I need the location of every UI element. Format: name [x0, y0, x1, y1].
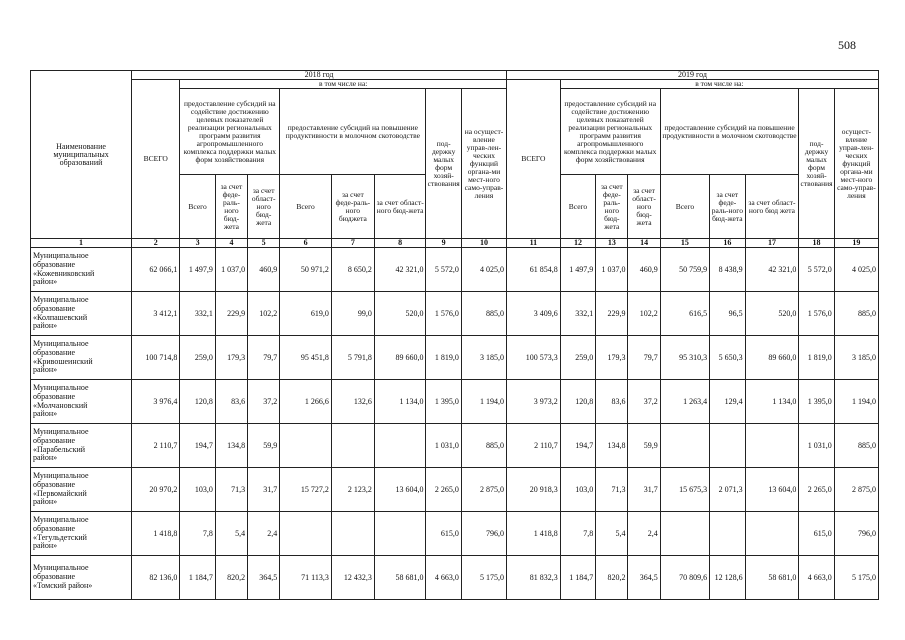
value-cell: 1 194,0 — [461, 380, 506, 424]
municipality-name — [31, 512, 132, 556]
value-cell — [745, 424, 799, 468]
header-milk-2018: предоставление субсидий на повышение продуктивности в молочном скотоводстве — [280, 89, 426, 175]
column-number: 16 — [710, 239, 745, 248]
value-cell: 61 854,8 — [507, 248, 561, 292]
value-cell: 5,4 — [215, 512, 247, 556]
value-cell: 820,2 — [215, 556, 247, 600]
value-cell: 96,5 — [710, 292, 745, 336]
value-cell: 3 976,4 — [132, 380, 180, 424]
table-body — [31, 239, 879, 600]
value-cell: 62 066,1 — [132, 248, 180, 292]
value-cell: 8 438,9 — [710, 248, 745, 292]
value-cell: 179,3 — [215, 336, 247, 380]
municipality-name-line: район» — [33, 497, 58, 507]
header-milk-regional-2018: за счет област-ного бюд-жета — [374, 175, 426, 239]
header-small-forms-2018: под-держку малых форм хозяй-ствования — [426, 89, 461, 239]
value-cell: 50 759,9 — [660, 248, 709, 292]
value-cell: 37,2 — [628, 380, 660, 424]
value-cell: 2 071,3 — [710, 468, 745, 512]
value-cell: 885,0 — [834, 292, 878, 336]
column-number: 15 — [660, 239, 709, 248]
value-cell: 1 576,0 — [426, 292, 461, 336]
header-admin-2018: на осущест-вление управ-лен-ческих функций органа-ми мест-ного само-управ-ления — [461, 89, 506, 239]
column-number: 9 — [426, 239, 461, 248]
value-cell: 194,7 — [180, 424, 215, 468]
value-cell: 460,9 — [628, 248, 660, 292]
value-cell: 2,4 — [628, 512, 660, 556]
header-including-2018: в том числе на: — [180, 80, 507, 89]
column-number: 17 — [745, 239, 799, 248]
value-cell: 179,3 — [596, 336, 628, 380]
value-cell: 95 310,3 — [660, 336, 709, 380]
value-cell: 71 113,3 — [280, 556, 332, 600]
value-cell: 1 031,0 — [799, 424, 834, 468]
value-cell — [745, 512, 799, 556]
value-cell — [280, 512, 332, 556]
column-number: 8 — [374, 239, 426, 248]
header-agro-regional-2019: за счет област-ного бюд-жета — [628, 175, 660, 239]
value-cell: 259,0 — [180, 336, 215, 380]
column-number: 2 — [132, 239, 180, 248]
table-row — [31, 512, 879, 556]
column-number: 5 — [248, 239, 280, 248]
value-cell: 520,0 — [745, 292, 799, 336]
value-cell: 4 025,0 — [834, 248, 878, 292]
municipality-name-line: Муниципальное — [33, 338, 89, 348]
value-cell: 82 136,0 — [132, 556, 180, 600]
value-cell: 89 660,0 — [374, 336, 426, 380]
header-name-col: Наименование муниципальных образований — [31, 71, 132, 239]
municipality-name-line: район» — [33, 453, 58, 463]
value-cell — [331, 512, 374, 556]
value-cell: 4 663,0 — [426, 556, 461, 600]
value-cell: 460,9 — [248, 248, 280, 292]
value-cell: 194,7 — [560, 424, 595, 468]
header-total-2019: ВСЕГО — [507, 80, 561, 239]
header-agro-regional-2018: за счет област-ного бюд-жета — [248, 175, 280, 239]
column-number: 3 — [180, 239, 215, 248]
value-cell: 70 809,6 — [660, 556, 709, 600]
column-number: 19 — [834, 239, 878, 248]
table-row — [31, 292, 879, 336]
municipality-name-line: Муниципальное — [33, 514, 89, 524]
value-cell: 332,1 — [560, 292, 595, 336]
header-total-2018: ВСЕГО — [132, 80, 180, 239]
value-cell: 332,1 — [180, 292, 215, 336]
value-cell — [374, 424, 426, 468]
value-cell — [710, 424, 745, 468]
value-cell — [374, 512, 426, 556]
value-cell: 12 128,6 — [710, 556, 745, 600]
value-cell: 71,3 — [596, 468, 628, 512]
header-including-2019: в том числе на: — [560, 80, 878, 89]
column-number: 13 — [596, 239, 628, 248]
value-cell: 1 263,4 — [660, 380, 709, 424]
value-cell: 2 110,7 — [507, 424, 561, 468]
value-cell: 1 037,0 — [215, 248, 247, 292]
table-row — [31, 468, 879, 512]
value-cell: 83,6 — [215, 380, 247, 424]
value-cell: 59,9 — [628, 424, 660, 468]
municipality-name-line: образование — [33, 303, 76, 313]
table-row — [31, 248, 879, 292]
value-cell: 615,0 — [799, 512, 834, 556]
value-cell: 1 819,0 — [426, 336, 461, 380]
value-cell: 7,8 — [180, 512, 215, 556]
column-number: 14 — [628, 239, 660, 248]
value-cell: 1 497,9 — [560, 248, 595, 292]
value-cell: 885,0 — [461, 424, 506, 468]
value-cell: 1 194,0 — [834, 380, 878, 424]
value-cell: 132,6 — [331, 380, 374, 424]
value-cell: 120,8 — [180, 380, 215, 424]
table-row — [31, 336, 879, 380]
value-cell: 885,0 — [834, 424, 878, 468]
municipality-name-line: «Первомайский — [33, 488, 87, 498]
value-cell: 796,0 — [834, 512, 878, 556]
value-cell: 5 650,3 — [710, 336, 745, 380]
value-cell: 3 409,6 — [507, 292, 561, 336]
value-cell: 1 395,0 — [426, 380, 461, 424]
municipality-name-line: «Молчановский — [33, 400, 88, 410]
column-number: 1 — [31, 239, 132, 248]
value-cell: 59,9 — [248, 424, 280, 468]
value-cell: 31,7 — [628, 468, 660, 512]
value-cell: 2 875,0 — [461, 468, 506, 512]
page-number: 508 — [838, 38, 856, 52]
municipality-name — [31, 248, 132, 292]
header-milk-regional-2019: за счет област-ного бюд жета — [745, 175, 799, 239]
value-cell — [660, 512, 709, 556]
header-year-2018: 2018 год — [132, 71, 507, 80]
value-cell: 619,0 — [280, 292, 332, 336]
value-cell — [280, 424, 332, 468]
value-cell: 820,2 — [596, 556, 628, 600]
value-cell: 7,8 — [560, 512, 595, 556]
value-cell: 520,0 — [374, 292, 426, 336]
header-milk-federal-2019: за счет феде-раль-ного бюд-жета — [710, 175, 745, 239]
value-cell: 229,9 — [596, 292, 628, 336]
municipality-name-line: образование — [33, 523, 76, 533]
municipality-name — [31, 336, 132, 380]
column-number: 11 — [507, 239, 561, 248]
value-cell: 5,4 — [596, 512, 628, 556]
value-cell: 31,7 — [248, 468, 280, 512]
municipality-name-line: образование — [33, 347, 76, 357]
municipality-name-line: район» — [33, 541, 58, 551]
municipality-name-line: образование — [33, 479, 76, 489]
value-cell: 3 185,0 — [461, 336, 506, 380]
header-admin-2019: осущест-вление управ-лен-ческих функций органа-ми мест-ного само-управ-ления — [834, 89, 878, 239]
municipality-name-line: район» — [33, 321, 58, 331]
value-cell: 12 432,3 — [331, 556, 374, 600]
value-cell: 50 971,2 — [280, 248, 332, 292]
header-milk-2019: предоставление субсидий на повышение продуктивности в молочном скотоводстве — [660, 89, 799, 175]
value-cell: 1 576,0 — [799, 292, 834, 336]
municipality-name-line: Муниципальное — [33, 426, 89, 436]
value-cell: 102,2 — [628, 292, 660, 336]
municipality-name-line: Муниципальное — [33, 382, 89, 392]
header-agro-federal-2019: за счет феде-раль-ного бюд-жета — [596, 175, 628, 239]
value-cell: 1 134,0 — [374, 380, 426, 424]
municipality-name-line: «Томский район» — [33, 580, 93, 590]
value-cell: 81 832,3 — [507, 556, 561, 600]
municipality-name-line: район» — [33, 409, 58, 419]
value-cell: 71,3 — [215, 468, 247, 512]
municipality-name-line: Муниципальное — [33, 294, 89, 304]
value-cell: 2 265,0 — [426, 468, 461, 512]
value-cell: 83,6 — [596, 380, 628, 424]
value-cell: 1 266,6 — [280, 380, 332, 424]
municipality-name — [31, 556, 132, 600]
value-cell: 13 604,0 — [745, 468, 799, 512]
header-agro-all-2018: Всего — [180, 175, 215, 239]
value-cell: 102,2 — [248, 292, 280, 336]
value-cell: 134,8 — [596, 424, 628, 468]
header-agro-federal-2018: за счет феде-раль-ного бюд-жета — [215, 175, 247, 239]
value-cell: 4 663,0 — [799, 556, 834, 600]
value-cell: 134,8 — [215, 424, 247, 468]
value-cell: 3 973,2 — [507, 380, 561, 424]
value-cell: 5 791,8 — [331, 336, 374, 380]
municipality-name-line: образование — [33, 572, 76, 582]
value-cell: 2 875,0 — [834, 468, 878, 512]
value-cell: 2 265,0 — [799, 468, 834, 512]
value-cell: 2 123,2 — [331, 468, 374, 512]
value-cell: 364,5 — [248, 556, 280, 600]
value-cell: 89 660,0 — [745, 336, 799, 380]
municipality-name — [31, 380, 132, 424]
value-cell: 259,0 — [560, 336, 595, 380]
municipality-name — [31, 292, 132, 336]
value-cell: 5 572,0 — [426, 248, 461, 292]
value-cell: 5 572,0 — [799, 248, 834, 292]
value-cell: 100 714,8 — [132, 336, 180, 380]
municipality-name-line: район» — [33, 277, 58, 287]
value-cell: 1 497,9 — [180, 248, 215, 292]
column-number: 12 — [560, 239, 595, 248]
value-cell — [331, 424, 374, 468]
column-number: 4 — [215, 239, 247, 248]
value-cell: 8 650,2 — [331, 248, 374, 292]
table-row — [31, 424, 879, 468]
municipality-name-line: «Кожевниковский — [33, 268, 95, 278]
subsidy-table — [30, 70, 879, 600]
value-cell: 1 418,8 — [507, 512, 561, 556]
value-cell: 2,4 — [248, 512, 280, 556]
column-number: 10 — [461, 239, 506, 248]
column-number: 18 — [799, 239, 834, 248]
value-cell: 20 970,2 — [132, 468, 180, 512]
municipality-name-line: «Тегульдетский — [33, 532, 87, 542]
header-milk-all-2018: Всего — [280, 175, 332, 239]
municipality-name-line: Муниципальное — [33, 250, 89, 260]
municipality-name-line: образование — [33, 259, 76, 269]
value-cell: 615,0 — [426, 512, 461, 556]
value-cell: 79,7 — [248, 336, 280, 380]
header-small-forms-2019: под-держку малых форм хозяй-ствования — [799, 89, 834, 239]
value-cell: 1 031,0 — [426, 424, 461, 468]
value-cell: 99,0 — [331, 292, 374, 336]
municipality-name-line: район» — [33, 365, 58, 375]
value-cell: 58 681,0 — [745, 556, 799, 600]
value-cell — [660, 424, 709, 468]
value-cell: 103,0 — [180, 468, 215, 512]
value-cell — [710, 512, 745, 556]
table-row — [31, 380, 879, 424]
value-cell: 58 681,0 — [374, 556, 426, 600]
value-cell: 15 727,2 — [280, 468, 332, 512]
value-cell: 42 321,0 — [374, 248, 426, 292]
municipality-name — [31, 424, 132, 468]
header-agro-all-2019: Всего — [560, 175, 595, 239]
value-cell: 95 451,8 — [280, 336, 332, 380]
value-cell: 5 175,0 — [834, 556, 878, 600]
value-cell: 15 675,3 — [660, 468, 709, 512]
value-cell: 1 184,7 — [560, 556, 595, 600]
value-cell: 1 819,0 — [799, 336, 834, 380]
value-cell: 37,2 — [248, 380, 280, 424]
value-cell: 42 321,0 — [745, 248, 799, 292]
municipality-name-line: «Колпашевский — [33, 312, 88, 322]
header-milk-all-2019: Всего — [660, 175, 709, 239]
table-row — [31, 556, 879, 600]
value-cell: 616,5 — [660, 292, 709, 336]
value-cell: 100 573,3 — [507, 336, 561, 380]
column-number: 6 — [280, 239, 332, 248]
value-cell: 1 395,0 — [799, 380, 834, 424]
value-cell: 885,0 — [461, 292, 506, 336]
value-cell: 2 110,7 — [132, 424, 180, 468]
value-cell: 13 604,0 — [374, 468, 426, 512]
value-cell: 3 412,1 — [132, 292, 180, 336]
value-cell: 103,0 — [560, 468, 595, 512]
value-cell: 79,7 — [628, 336, 660, 380]
header-year-2019: 2019 год — [507, 71, 879, 80]
column-number: 7 — [331, 239, 374, 248]
municipality-name-line: Муниципальное — [33, 470, 89, 480]
value-cell: 5 175,0 — [461, 556, 506, 600]
header-milk-federal-2018: за счет феде-раль-ного бюджета — [331, 175, 374, 239]
value-cell: 1 037,0 — [596, 248, 628, 292]
value-cell: 20 918,3 — [507, 468, 561, 512]
column-number-row — [31, 239, 879, 248]
value-cell: 229,9 — [215, 292, 247, 336]
value-cell: 120,8 — [560, 380, 595, 424]
municipality-name — [31, 468, 132, 512]
value-cell: 1 184,7 — [180, 556, 215, 600]
value-cell: 1 134,0 — [745, 380, 799, 424]
value-cell: 129,4 — [710, 380, 745, 424]
value-cell: 364,5 — [628, 556, 660, 600]
municipality-name-line: образование — [33, 435, 76, 445]
value-cell: 4 025,0 — [461, 248, 506, 292]
header-agro-2019: предоставление субсидий на содействие достижению целевых показателей реализации региональных программ развития агропромышленного комплекса поддержки малых форм хозяйствования — [560, 89, 660, 175]
municipality-name-line: образование — [33, 391, 76, 401]
municipality-name-line: «Парабельский — [33, 444, 86, 454]
header-agro-2018: предоставление субсидий на содействие достижению целевых показателей реализации региональных программ развития агропромышленного комплекса поддержки малых форм хозяйствования — [180, 89, 280, 175]
value-cell: 3 185,0 — [834, 336, 878, 380]
municipality-name-line: Муниципальное — [33, 563, 89, 573]
municipality-name-line: «Кривошеинский — [33, 356, 93, 366]
value-cell: 1 418,8 — [132, 512, 180, 556]
value-cell: 796,0 — [461, 512, 506, 556]
